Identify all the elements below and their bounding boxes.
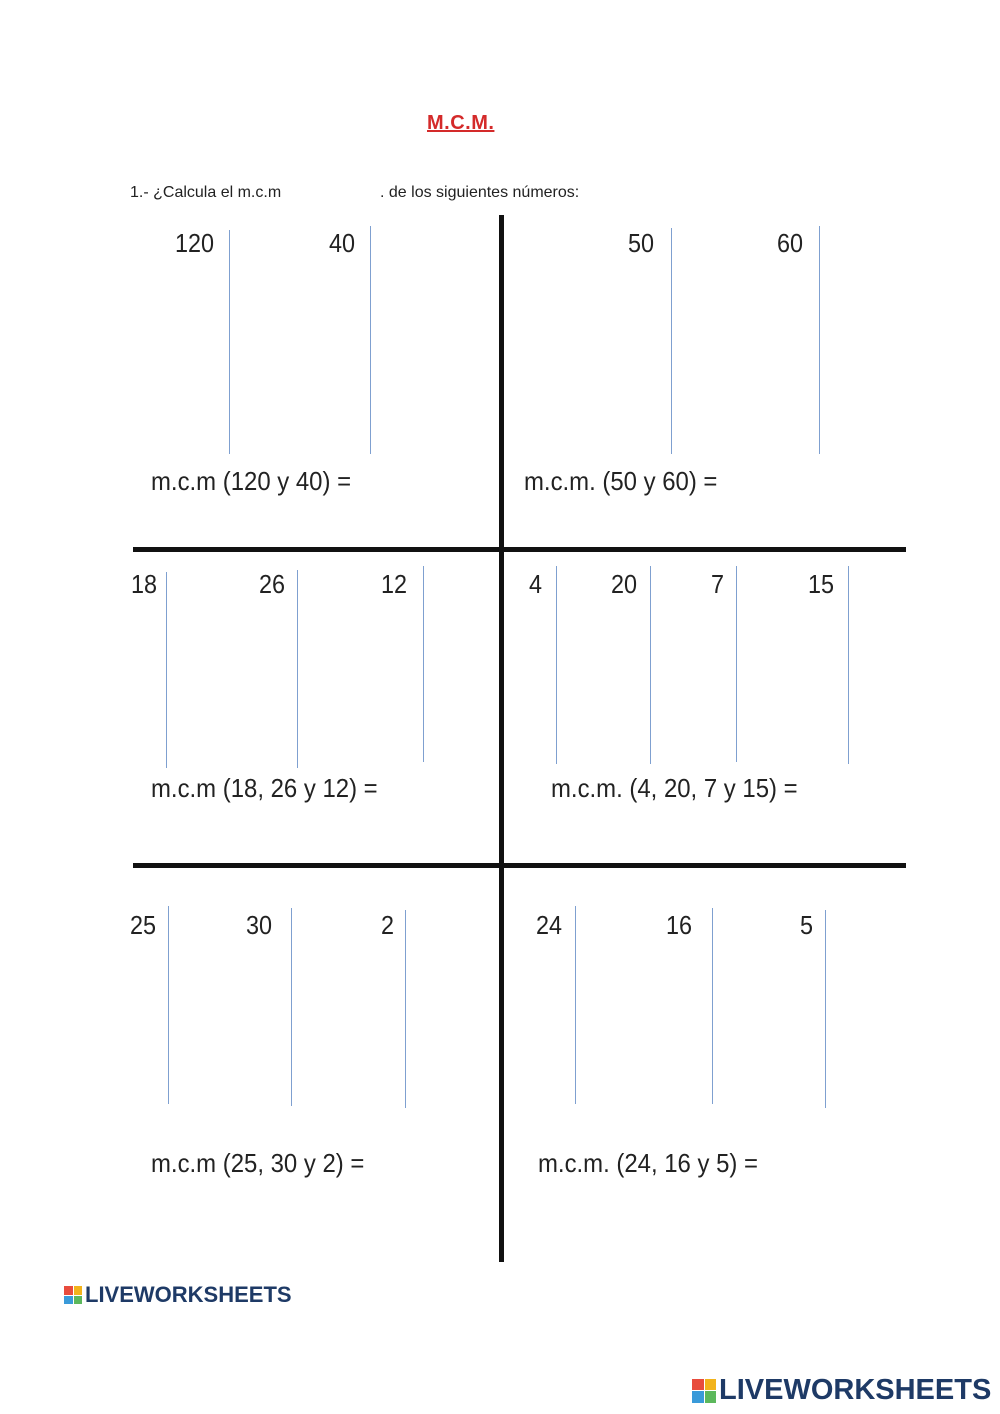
division-line bbox=[736, 566, 737, 762]
problem-4-number-1: 4 bbox=[529, 569, 543, 599]
problem-6-formula: m.c.m. (24, 16 y 5) = bbox=[538, 1148, 759, 1178]
liveworksheets-logo-icon bbox=[64, 1286, 82, 1304]
division-line bbox=[819, 226, 820, 454]
problem-3-number-3: 12 bbox=[381, 569, 408, 599]
division-line bbox=[650, 566, 651, 764]
problem-6-number-3: 5 bbox=[800, 910, 814, 940]
division-line bbox=[297, 570, 298, 768]
division-line bbox=[423, 566, 424, 762]
division-line bbox=[229, 230, 230, 454]
problem-2-number-1: 50 bbox=[628, 228, 655, 258]
problem-4-number-4: 15 bbox=[808, 569, 835, 599]
grid-horizontal-line-2 bbox=[133, 863, 906, 868]
division-line bbox=[166, 572, 167, 768]
problem-3-formula: m.c.m (18, 26 y 12) = bbox=[151, 773, 378, 803]
problem-1-number-1: 120 bbox=[175, 228, 215, 258]
division-line bbox=[848, 566, 849, 764]
problem-1-number-2: 40 bbox=[329, 228, 356, 258]
liveworksheets-logo-icon bbox=[692, 1379, 716, 1403]
problem-4-number-2: 20 bbox=[611, 569, 638, 599]
problem-5-number-2: 30 bbox=[246, 910, 273, 940]
logo-text: LIVEWORKSHEETS bbox=[85, 1282, 292, 1307]
grid-horizontal-line-1 bbox=[133, 547, 906, 552]
instruction-text-end: . de los siguientes números: bbox=[380, 184, 580, 201]
problem-4-number-3: 7 bbox=[711, 569, 725, 599]
problem-5-formula: m.c.m (25, 30 y 2) = bbox=[151, 1148, 365, 1178]
problem-5-number-1: 25 bbox=[130, 910, 157, 940]
division-line bbox=[556, 566, 557, 764]
instruction-text-start: 1.- ¿Calcula el m.c.m bbox=[130, 184, 282, 201]
problem-1-formula: m.c.m (120 y 40) = bbox=[151, 466, 352, 496]
problem-6-number-2: 16 bbox=[666, 910, 693, 940]
division-line bbox=[168, 906, 169, 1104]
problem-5-number-3: 2 bbox=[381, 910, 395, 940]
division-line bbox=[405, 910, 406, 1108]
logo-text: LIVEWORKSHEETS bbox=[719, 1374, 992, 1406]
division-line bbox=[712, 908, 713, 1104]
liveworksheets-logo-bottom bbox=[692, 1374, 991, 1407]
division-line bbox=[291, 908, 292, 1106]
division-line bbox=[825, 910, 826, 1108]
problem-3-number-1: 18 bbox=[131, 569, 158, 599]
problem-2-formula: m.c.m. (50 y 60) = bbox=[524, 466, 718, 496]
division-line bbox=[370, 226, 371, 454]
liveworksheets-logo-top bbox=[64, 1282, 292, 1308]
problem-6-number-1: 24 bbox=[536, 910, 563, 940]
problem-4-formula: m.c.m. (4, 20, 7 y 15) = bbox=[551, 773, 798, 803]
page-title: M.C.M. bbox=[427, 112, 495, 134]
problem-3-number-2: 26 bbox=[259, 569, 286, 599]
grid-vertical-line bbox=[499, 215, 504, 1262]
division-line bbox=[671, 228, 672, 454]
problem-2-number-2: 60 bbox=[777, 228, 804, 258]
division-line bbox=[575, 906, 576, 1104]
